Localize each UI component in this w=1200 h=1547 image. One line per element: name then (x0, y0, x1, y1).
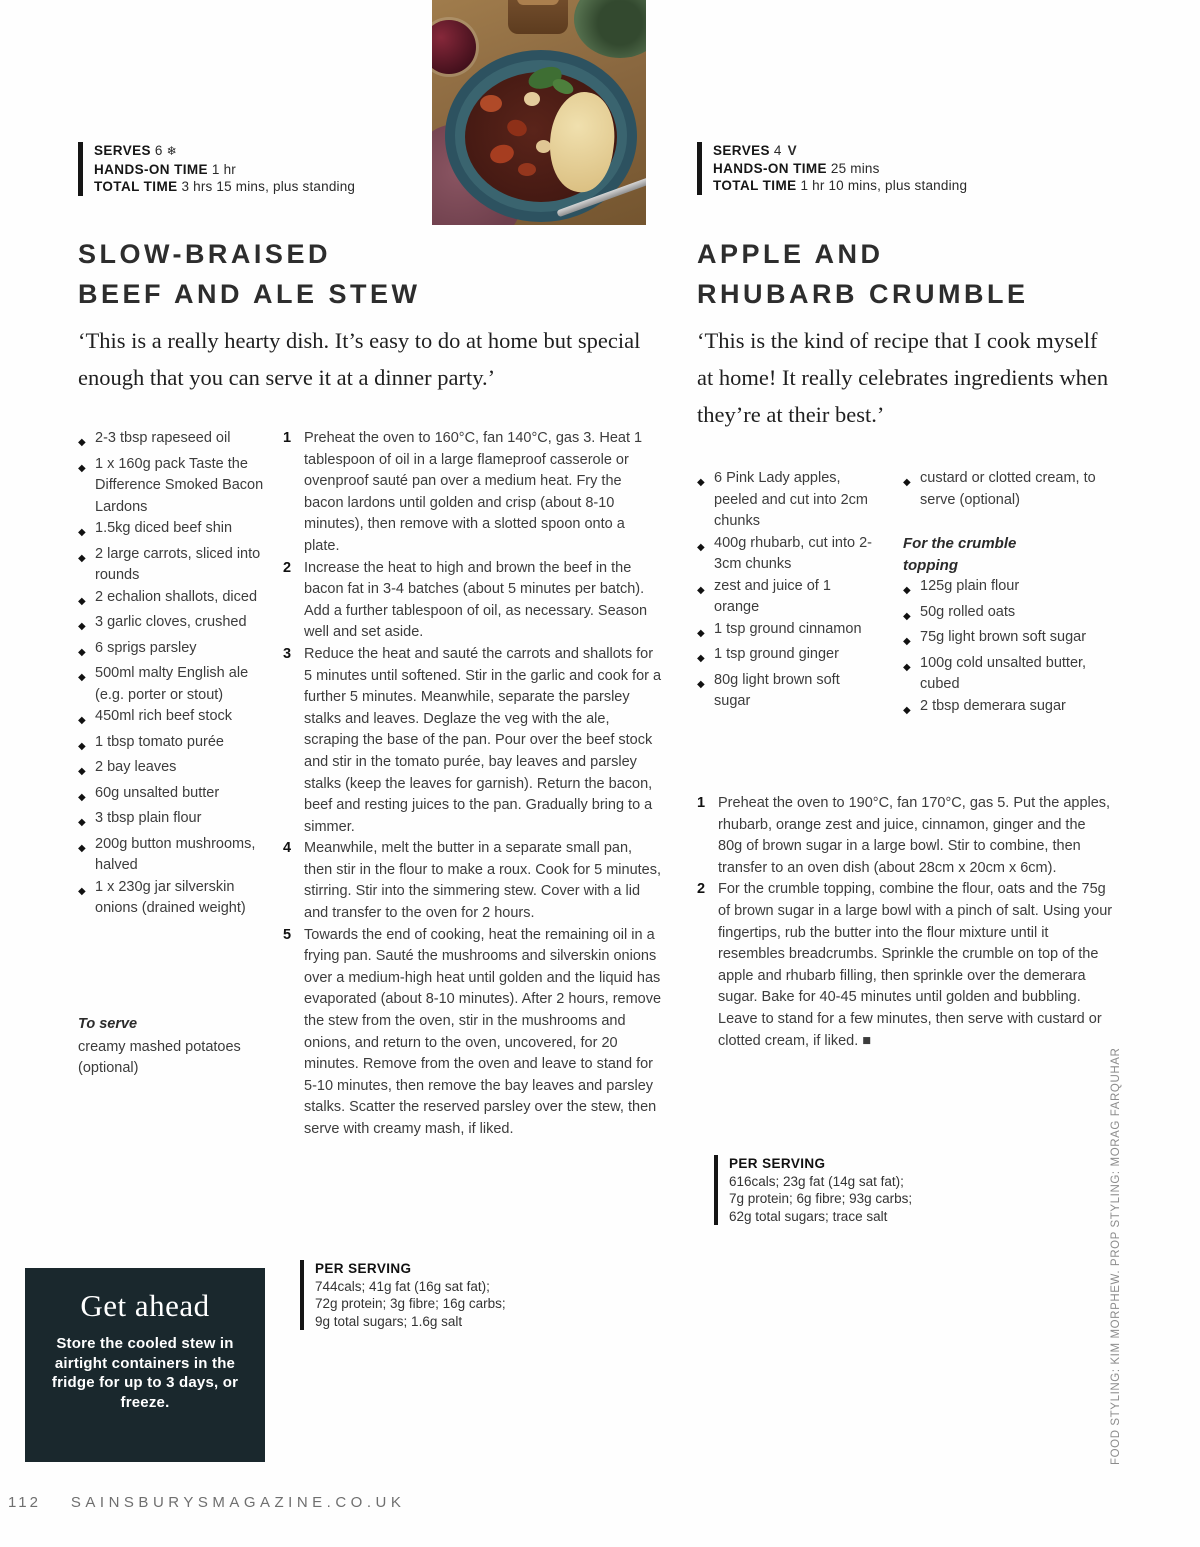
ingredient-item (697, 576, 875, 619)
ingredient-item (78, 428, 276, 454)
crumble-title-line2: RHUBARB CRUMBLE (697, 279, 1029, 309)
total-time-label: TOTAL TIME (713, 178, 797, 193)
ingredient-item (78, 638, 276, 664)
crumble-total-line (713, 177, 967, 195)
ingredient-item (903, 653, 1111, 696)
method-step (283, 925, 662, 1141)
photo-jar (508, 0, 568, 34)
photo-jar-lid (517, 0, 559, 5)
per-serving-label: PER SERVING (315, 1261, 412, 1276)
ingredient-text: 50g rolled oats (920, 603, 1016, 620)
ingredient-item (903, 696, 1111, 722)
total-time-label: TOTAL TIME (94, 179, 178, 194)
stew-to-serve (78, 1014, 276, 1080)
ingredient-text: 6 sprigs parsley (95, 639, 197, 656)
ingredient-item (78, 663, 276, 706)
photo-green-plate (574, 0, 646, 58)
step-number: 1 (283, 430, 292, 446)
photo-carrot-chunk (480, 95, 502, 112)
ingredient-text: 2-3 tbsp rapeseed oil (95, 430, 231, 446)
stew-quote: ‘This is a really hearty dish. It’s easy to do at home but special enough that you can serve it at a dinner party.’ (78, 328, 641, 390)
ingredient-text: 100g cold unsalted butter, cubed (920, 654, 1087, 692)
photo-onion-chunk (524, 92, 540, 106)
diamond-bullet-icon: ◆ (78, 437, 86, 448)
ingredient-text: 1 tsp ground ginger (714, 646, 839, 662)
ingredient-item (78, 732, 276, 758)
total-time-value: 1 hr 10 mins, plus standing (800, 178, 968, 193)
diamond-bullet-icon: ◆ (78, 885, 86, 897)
ingredient-item (78, 587, 276, 613)
per-serving-line: 7g protein; 6g fibre; 93g carbs; (729, 1191, 913, 1206)
diamond-bullet-icon: ◆ (78, 842, 86, 854)
diamond-bullet-icon: ◆ (697, 477, 705, 488)
per-serving-line: 9g total sugars; 1.6g salt (315, 1313, 463, 1329)
page-footer (8, 1494, 405, 1511)
ingredient-item (903, 627, 1111, 653)
per-serving-line: 62g total sugars; trace salt (729, 1208, 888, 1224)
diamond-bullet-icon: ◆ (78, 766, 86, 777)
stew-per-serving (300, 1260, 506, 1330)
photo-onion-chunk (536, 140, 551, 153)
diamond-bullet-icon: ◆ (697, 653, 705, 664)
ingredient-text: 3 tbsp plain flour (95, 810, 202, 826)
step-number: 1 (697, 795, 706, 811)
serves-label: SERVES (713, 143, 770, 158)
ingredient-item (78, 518, 276, 544)
ingredient-item (903, 468, 1111, 511)
diamond-bullet-icon: ◆ (903, 661, 911, 673)
diamond-bullet-icon: ◆ (903, 585, 911, 596)
hands-on-label: HANDS-ON TIME (94, 161, 208, 177)
per-serving-line: 72g protein; 3g fibre; 16g carbs; (315, 1296, 506, 1311)
ingredient-text: 2 echalion shallots, diced (95, 588, 258, 605)
stew-title-line2: BEEF AND ALE STEW (78, 279, 421, 309)
ingredient-item (78, 877, 276, 920)
crumble-serves-line (713, 142, 967, 160)
stew-title (78, 234, 421, 314)
per-serving-line: 744cals; 41g fat (16g sat fat); (315, 1278, 490, 1294)
ingredient-item (78, 454, 276, 519)
hands-on-label: HANDS-ON TIME (713, 160, 827, 176)
ingredient-text: 80g light brown soft sugar (714, 671, 840, 709)
method-step (697, 793, 1113, 879)
to-serve-heading: To serve (78, 1016, 138, 1032)
stew-ingredients-list (78, 428, 276, 920)
page-number: 112 (8, 1494, 41, 1511)
step-number: 4 (283, 840, 292, 857)
step-text: For the crumble topping, combine the flour, oats and the 75g of brown sugar in a large bowl with a pinch of salt. Using your fingertips, rub the butter into the flour mixture until it resembles breadcrumbs. Sprinkle the crumble on top of the apple and rhubarb filling, then sprinkle over the demerara sugar. Bake for 40-45 minutes until golden and bubbling. Leave to stand for a few minutes, then serve with custard or clotted cream, if liked. ■ (718, 881, 1113, 1049)
diamond-bullet-icon: ◆ (697, 584, 705, 596)
ingredient-text: 500ml malty English ale (e.g. porter or stout) (95, 665, 249, 703)
diamond-bullet-icon: ◆ (78, 715, 86, 726)
photo-wine-glass (432, 20, 476, 74)
step-number: 5 (283, 926, 292, 943)
diamond-bullet-icon: ◆ (903, 704, 911, 716)
diamond-bullet-icon: ◆ (78, 740, 86, 752)
per-serving-line: 616cals; 23g fat (14g sat fat); (729, 1173, 904, 1189)
get-ahead-box (25, 1268, 265, 1462)
ingredient-text: 1.5kg diced beef shin (95, 520, 233, 536)
step-number: 2 (283, 559, 292, 576)
crumble-quote: ‘This is the kind of recipe that I cook myself at home! It really celebrates ingredients when they’re at their best.’ (697, 328, 1109, 427)
ingredient-text: 6 Pink Lady apples, peeled and cut into 2cm chunks (714, 470, 868, 529)
serves-value: 6 (154, 143, 163, 158)
ingredient-text: custard or clotted cream, to serve (optional) (920, 470, 1096, 508)
ingredient-text: 200g button mushrooms, halved (95, 835, 256, 873)
diamond-bullet-icon: ◆ (697, 678, 705, 690)
diamond-bullet-icon: ◆ (78, 621, 86, 632)
method-step (283, 558, 662, 644)
ingredient-item (903, 602, 1111, 628)
freezable-icon: ❄ (166, 144, 177, 158)
ingredient-text: 2 tbsp demerara sugar (920, 697, 1066, 714)
crumble-serve-list (903, 468, 1111, 511)
stew-method (283, 428, 662, 1141)
crumble-ingredients-col2 (903, 468, 1111, 721)
ingredient-item (78, 706, 276, 732)
step-text: Meanwhile, melt the butter in a separate small pan, then stir in the flour to make a roux. Cook for 5 minutes, stirring. Stir into the simmering stew. Cover with a lid and transfer to the oven for 2 hours. (304, 840, 662, 922)
get-ahead-title: Get ahead (80, 1288, 210, 1323)
stew-total-line (94, 178, 355, 196)
diamond-bullet-icon: ◆ (78, 595, 86, 607)
ingredient-item (78, 808, 276, 834)
step-text: Towards the end of cooking, heat the remaining oil in a frying pan. Sauté the mushrooms and silverskin onions over a medium-high heat until golden and the liquid has evaporated (about 8-10 minutes). After 2 hours, remove the stew from the oven, stir in the mushrooms and onions, and return to the oven, uncovered, for 20 minutes. Remove from the oven and leave to stand for 5-10 minutes, then remove the bay leaves and parsley stalks. Scatter the reserved parsley over the stew, then serve with creamy mash, if liked. (304, 926, 662, 1137)
ingredient-text: 3 garlic cloves, crushed (95, 614, 247, 630)
ingredient-text: 75g light brown soft sugar (920, 629, 1087, 645)
ingredient-text: 1 tsp ground cinnamon (714, 620, 862, 637)
diamond-bullet-icon: ◆ (78, 791, 86, 803)
diamond-bullet-icon: ◆ (78, 672, 86, 683)
diamond-bullet-icon: ◆ (697, 541, 705, 553)
step-number: 2 (697, 881, 706, 898)
diamond-bullet-icon: ◆ (78, 462, 86, 474)
crumble-handson-line (713, 160, 967, 178)
stew-title-line1: SLOW-BRAISED (78, 239, 331, 269)
crumble-topping-list (903, 576, 1111, 721)
diamond-bullet-icon: ◆ (903, 636, 911, 647)
ingredient-text: 60g unsalted butter (95, 784, 220, 801)
ingredient-text: 450ml rich beef stock (95, 708, 233, 724)
stew-serves-line (94, 142, 355, 161)
recipe-photo (432, 0, 646, 225)
styling-credit: FOOD STYLING: KIM MORPHEW. PROP STYLING: MORAG FARQUHAR (1110, 1047, 1122, 1465)
total-time-value: 3 hrs 15 mins, plus standing (181, 179, 356, 194)
step-text: Preheat the oven to 160°C, fan 140°C, gas 3. Heat 1 tablespoon of oil in a large flameproof casserole or ovenproof sauté pan over a medium heat. Fry the bacon lardons until golden and crisp (about 8-10 minutes), then remove with a slotted spoon onto a plate. (304, 430, 643, 554)
ingredient-item (697, 670, 875, 713)
ingredient-text: zest and juice of 1 orange (714, 577, 831, 615)
ingredient-text: 2 bay leaves (95, 759, 177, 775)
ingredient-text: 400g rhubarb, cut into 2-3cm chunks (714, 534, 872, 572)
crumble-serves-block (697, 142, 967, 195)
crumble-per-serving (714, 1155, 912, 1225)
diamond-bullet-icon: ◆ (903, 477, 911, 488)
crumble-method (697, 793, 1113, 1052)
serves-value: 4 (773, 143, 782, 158)
vegetarian-icon: V (787, 143, 797, 158)
method-step (697, 879, 1113, 1052)
step-text: Increase the heat to high and brown the beef in the bacon fat in 3-4 batches (about 5 minutes per batch). Add a further tablespoon of oil, as necessary. Season well and set aside. (304, 559, 648, 641)
magazine-website: SAINSBURYSMAGAZINE.CO.UK (70, 1494, 406, 1511)
diamond-bullet-icon: ◆ (903, 610, 911, 622)
crumble-ingredients-col1 (697, 468, 875, 713)
step-number: 3 (283, 645, 292, 662)
ingredient-item (697, 468, 875, 533)
method-step (283, 428, 662, 558)
ingredient-item (78, 612, 276, 638)
step-text: Preheat the oven to 190°C, fan 170°C, gas 5. Put the apples, rhubarb, orange zest and juice, cinnamon, ginger and the 80g of brown sugar in a large bowl. Stir to combine, then transfer to an oven dish (about 28cm x 20cm x 6cm). (718, 795, 1111, 876)
get-ahead-body: Store the cooled stew in airtight containers in the fridge for up to 3 days, or freeze. (51, 1335, 239, 1411)
method-step (283, 644, 662, 838)
ingredient-text: 1 x 160g pack Taste the Difference Smoked Bacon Lardons (95, 455, 264, 515)
ingredient-item (78, 757, 276, 783)
hands-on-value: 1 hr (211, 161, 236, 177)
per-serving-label: PER SERVING (729, 1156, 826, 1171)
ingredient-item (697, 644, 875, 670)
method-step (283, 838, 662, 924)
diamond-bullet-icon: ◆ (78, 646, 86, 658)
hands-on-value: 25 mins (830, 160, 880, 176)
serves-label: SERVES (94, 143, 151, 158)
diamond-bullet-icon: ◆ (78, 552, 86, 564)
stew-serves-block (78, 142, 355, 196)
ingredient-item (78, 783, 276, 809)
photo-beef-chunk (518, 163, 536, 176)
diamond-bullet-icon: ◆ (78, 817, 86, 828)
ingredient-item (697, 533, 875, 576)
ingredient-item (697, 619, 875, 645)
diamond-bullet-icon: ◆ (697, 627, 705, 639)
ingredient-text: 1 x 230g jar silverskin onions (drained weight) (95, 878, 246, 916)
to-serve-text: creamy mashed potatoes (optional) (78, 1038, 241, 1076)
crumble-title (697, 234, 1028, 314)
ingredient-item (78, 544, 276, 587)
crumble-title-line1: APPLE AND (697, 239, 884, 269)
stew-handson-line (94, 161, 355, 179)
diamond-bullet-icon: ◆ (78, 527, 86, 538)
ingredient-text: 125g plain flour (920, 578, 1020, 594)
ingredient-item (903, 576, 1111, 602)
step-text: Reduce the heat and sauté the carrots and shallots for 5 minutes until softened. Stir in the garlic and cook for a further 5 minutes. Meanwhile, separate the parsley stalks and leaves. Deglaze the veg with the ale, scraping the base of the pan. Pour over the beef stock and stir in the tomato purée, bay leaves and parsley stalks (keep the leaves for garnish). Return the bacon, beef and resting juices to the pan. Gradually bring to a simmer. (304, 645, 662, 835)
crumble-topping-heading: For the crumble topping (903, 535, 1017, 574)
ingredient-text: 1 tbsp tomato purée (95, 733, 224, 750)
ingredient-item (78, 834, 276, 877)
ingredient-text: 2 large carrots, sliced into rounds (95, 545, 261, 583)
